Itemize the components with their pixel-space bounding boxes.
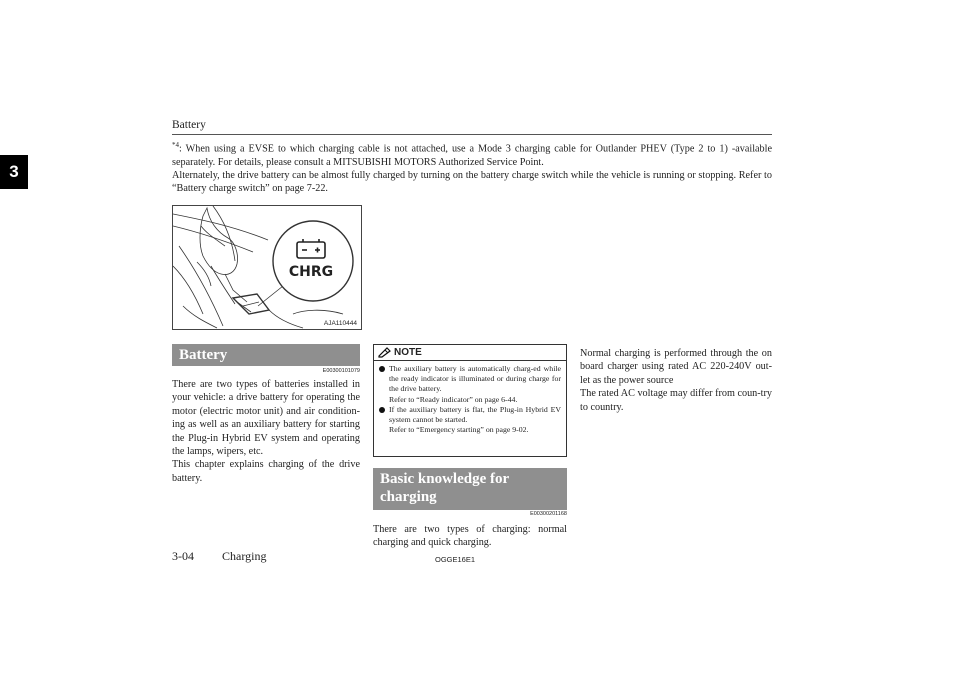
note-item	[379, 405, 561, 436]
battery-section-title: Battery	[172, 344, 360, 366]
basic-knowledge-title-line-1: Basic knowledge for	[380, 471, 510, 487]
basic-knowledge-section-code: E00300201168	[530, 511, 567, 517]
chapter-tab: 3	[0, 155, 28, 189]
battery-paragraph-1: There are two types of batteries installed in your vehicle: a drive battery for operating the motor (electric motor unit) and air condition-ing as well as an auxiliary battery for starting the Plug-in Hybrid EV system and operating the lamps, wipers, etc.	[172, 379, 360, 458]
pencil-icon	[378, 347, 391, 358]
note-box	[373, 344, 567, 457]
zoom-circle	[273, 221, 353, 301]
note-header	[374, 345, 566, 361]
bullet-icon	[379, 407, 385, 413]
note-item-ref: Refer to “Ready indicator” on page 6-44.	[389, 394, 518, 404]
normal-charging-paragraph-1: Normal charging is performed through the on board charger using rated AC 220-240V out-let as the power source	[580, 348, 772, 386]
intro-paragraph-1-text: : When using a EVSE to which charging cable is not attached, use a Mode 3 charging cable for Outlander PHEV (Type 2 to 1) -available separately. For details, please consult a MITSUBISHI MOTORS Authorized Service Point.	[172, 143, 772, 168]
note-item-text: The auxiliary battery is automatically charg-ed while the ready indicator is illuminated or during charge for the drive battery.	[389, 364, 561, 394]
running-header-title: Battery	[172, 119, 206, 131]
shift-lever-illustration	[173, 206, 361, 329]
normal-charging-paragraph-2: The rated AC voltage may differ from coun-try to country.	[580, 388, 772, 413]
header-rule	[172, 134, 772, 135]
footnote-mark: *4	[172, 141, 179, 149]
basic-knowledge-title-line-2: charging	[380, 489, 437, 505]
figure-code: AJA110444	[323, 320, 357, 327]
battery-section-body	[172, 378, 360, 485]
basic-knowledge-body	[373, 523, 567, 550]
charge-switch-figure	[172, 205, 362, 330]
intro-paragraph-2: Alternately, the drive battery can be almost fully charged by turning on the battery charge switch while the vehicle is running or stopping. Refer to “Battery charge switch” on page 7-22.	[172, 169, 772, 194]
note-body	[374, 361, 566, 435]
note-heading: NOTE	[394, 347, 422, 358]
intro-paragraph-1	[172, 139, 772, 169]
chrg-label: CHRG	[288, 264, 334, 280]
note-item	[379, 364, 561, 405]
footer-document-code: OGGE16E1	[435, 555, 476, 564]
bullet-icon	[379, 366, 385, 372]
footer-page-number: 3-04	[172, 549, 194, 563]
intro-text	[172, 139, 772, 195]
footer-chapter-name: Charging	[222, 549, 267, 563]
basic-knowledge-paragraph: There are two types of charging: normal charging and quick charging.	[373, 524, 567, 549]
normal-charging-text	[580, 347, 772, 414]
basic-knowledge-section-title	[373, 468, 567, 510]
battery-paragraph-2: This chapter explains charging of the drive battery.	[172, 459, 360, 484]
battery-section-code: E00300101079	[322, 368, 360, 374]
note-item-ref: Refer to “Emergency starting” on page 9-02.	[389, 425, 529, 435]
note-item-text: If the auxiliary battery is flat, the Plug-in Hybrid EV system cannot be started.	[389, 404, 561, 425]
